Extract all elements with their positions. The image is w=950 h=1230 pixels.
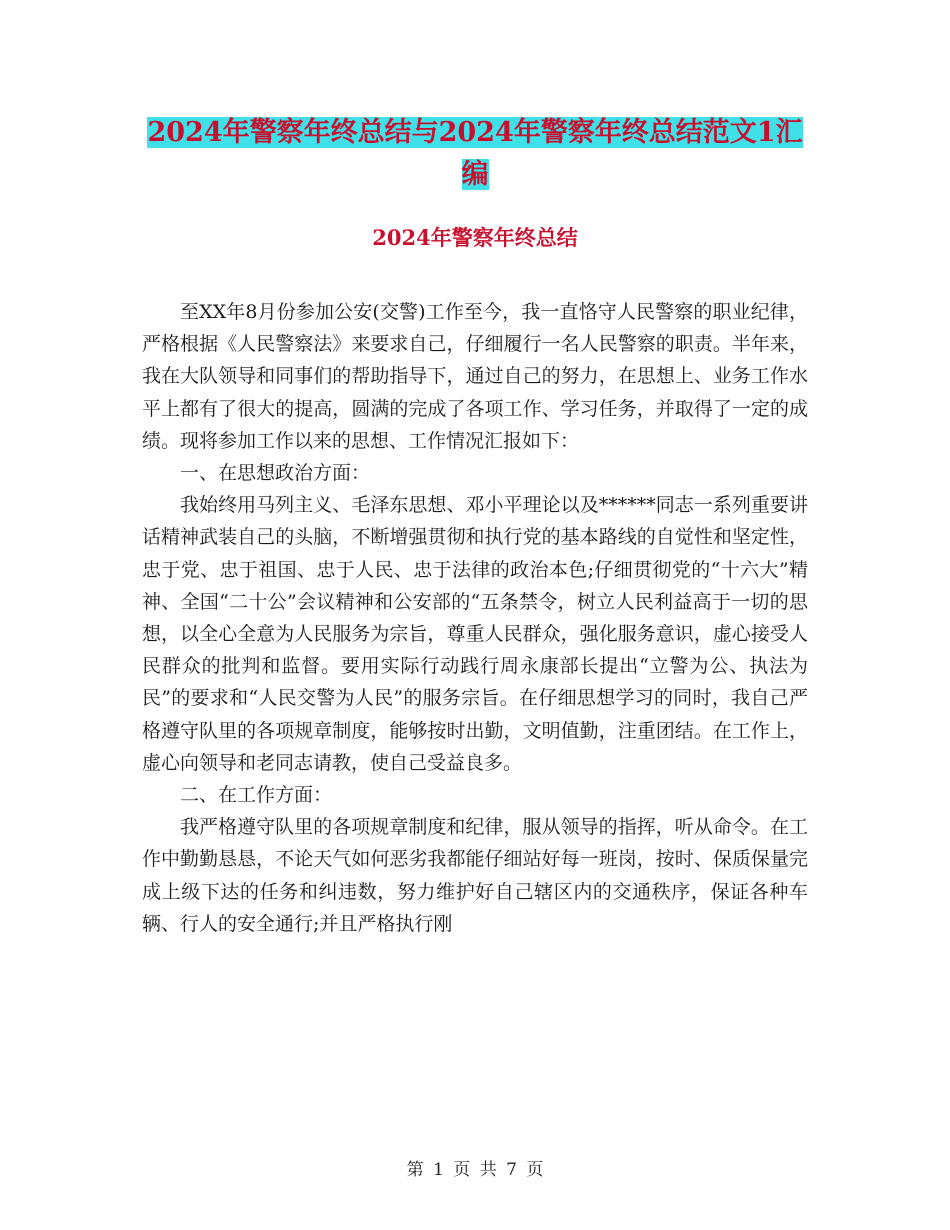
paragraph-political: 我始终用马列主义、毛泽东思想、邓小平理论以及******同志一系列重要讲话精神武装自己的头脑，不断增强贯彻和执行党的基本路线的自觉性和坚定性，忠于党、忠于祖国、忠于人民、忠于法律的政治本色;仔细贯彻党的“十六大”精神、全国“二十公”会议精神和公安部的“五条禁令，树立人民利益高于一切的思想，以全心全意为人民服务为宗旨，尊重人民群众，强化服务意识，虚心接受人民群众的批判和监督。要用实际行动践行周永康部长提出“立警为公、执法为民”的要求和“人民交警为人民”的服务宗旨。在仔细思想学习的同时，我自己严格遵守队里的各项规章制度，能够按时出勤，文明值勤，注重团结。在工作上，虚心向领导和老同志请教，使自己受益良多。 (142, 494, 808, 774)
page-footer: 第 1 页 共 7 页 (406, 1160, 544, 1180)
body-text (142, 296, 808, 940)
document-title-line2: 编 (461, 159, 489, 190)
paragraph-work: 我严格遵守队里的各项规章制度和纪律，服从领导的指挥，听从命令。在工作中勤勤恳恳，不论天气如何恶劣我都能仔细站好每一班岗，按时、保质保量完成上级下达的任务和纠违数，努力维护好自己辖区内的交通秩序，保证各种车辆、行人的安全通行;并且严格执行刚 (142, 816, 808, 935)
document-title-line1: 2024年警察年终总结与2024年警察年终总结范文1汇 (147, 117, 803, 148)
heading-political: 一、在思想政治方面： (180, 462, 371, 485)
section-title: 2024年警察年终总结 (372, 225, 578, 250)
document-title (140, 112, 810, 196)
paragraph-intro: 至XX年8月份参加公安(交警)工作至今，我一直恪守人民警察的职业纪律，严格根据《人民警察法》来要求自己，仔细履行一名人民警察的职责。半年来，我在大队领导和同事们的帮助指导下，通过自己的努力，在思想上、业务工作水平上都有了很大的提高，圆满的完成了各项工作、学习任务，并取得了一定的成绩。现将参加工作以来的思想、工作情况汇报如下： (142, 301, 808, 452)
heading-work: 二、在工作方面： (180, 784, 333, 807)
